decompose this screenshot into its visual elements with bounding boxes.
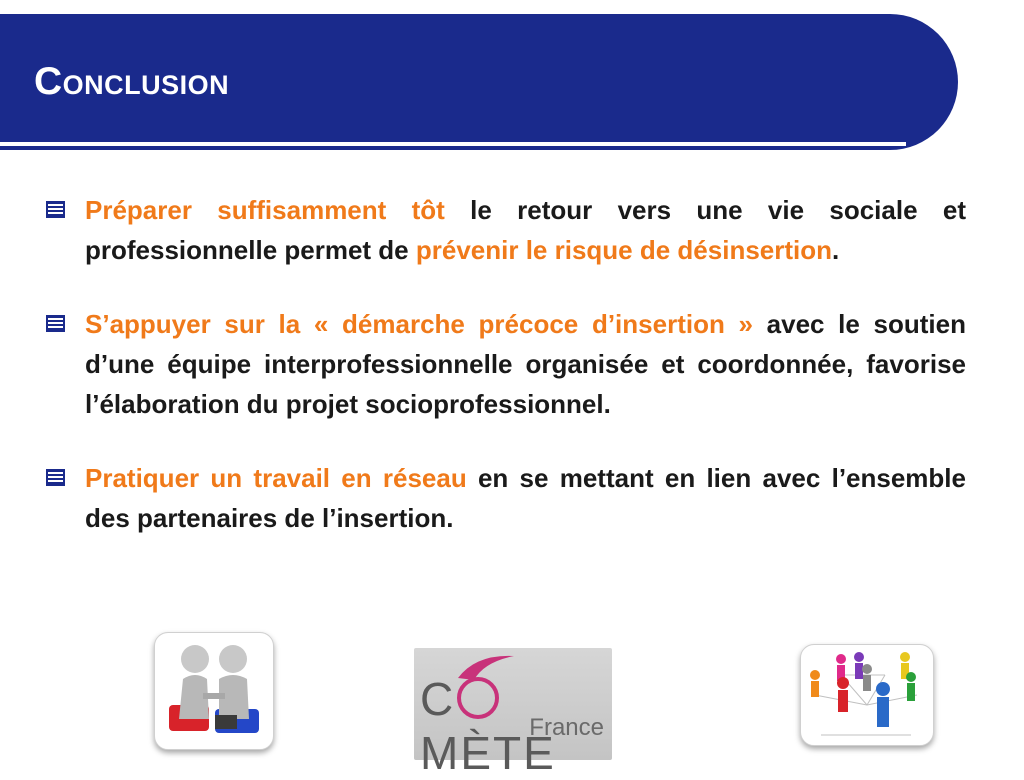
title-banner [0,14,958,150]
list-bullet-icon [46,201,65,218]
highlight: prévenir le risque de désinsertion [415,235,833,265]
list-item-text: Pratiquer un travail en réseau en se mettant en lien avec l’ensemble des partenaires de l’insertion. [85,463,966,533]
handshake-image [154,632,274,750]
comet-swoosh-icon [456,652,516,682]
conclusion-list [46,190,966,572]
page-title: Conclusion [34,60,230,103]
people-network-icon [801,645,933,745]
list-bullet-icon [46,469,65,486]
handshake-icon [155,633,273,749]
list-item [46,304,966,424]
logo-ring [457,677,499,719]
logo-text-mete: MÈTE [420,727,556,779]
list-bullet-icon [46,315,65,332]
logo-text-france: France [529,714,604,741]
people-network-image [800,644,934,746]
logo-text-c: C [420,673,456,725]
list-item [46,458,966,538]
highlight: Pratiquer un travail en réseau [85,463,467,493]
highlight: Préparer suffisamment tôt [85,195,445,225]
list-item-text: Préparer suffisamment tôt le retour vers une vie sociale et professionnelle permet de prévenir le risque de désinsertion. [85,195,966,265]
list-item-text: S’appuyer sur la « démarche précoce d’insertion » avec le soutien d’une équipe interprofessionnelle organisée et coordonnée, favorise l’élaboration du projet socioprofessionnel. [85,309,966,419]
title-underline [0,142,906,146]
list-item [46,190,966,270]
comete-france-logo [414,648,612,779]
highlight: S’appuyer sur la « démarche précoce d’insertion » [85,309,753,339]
